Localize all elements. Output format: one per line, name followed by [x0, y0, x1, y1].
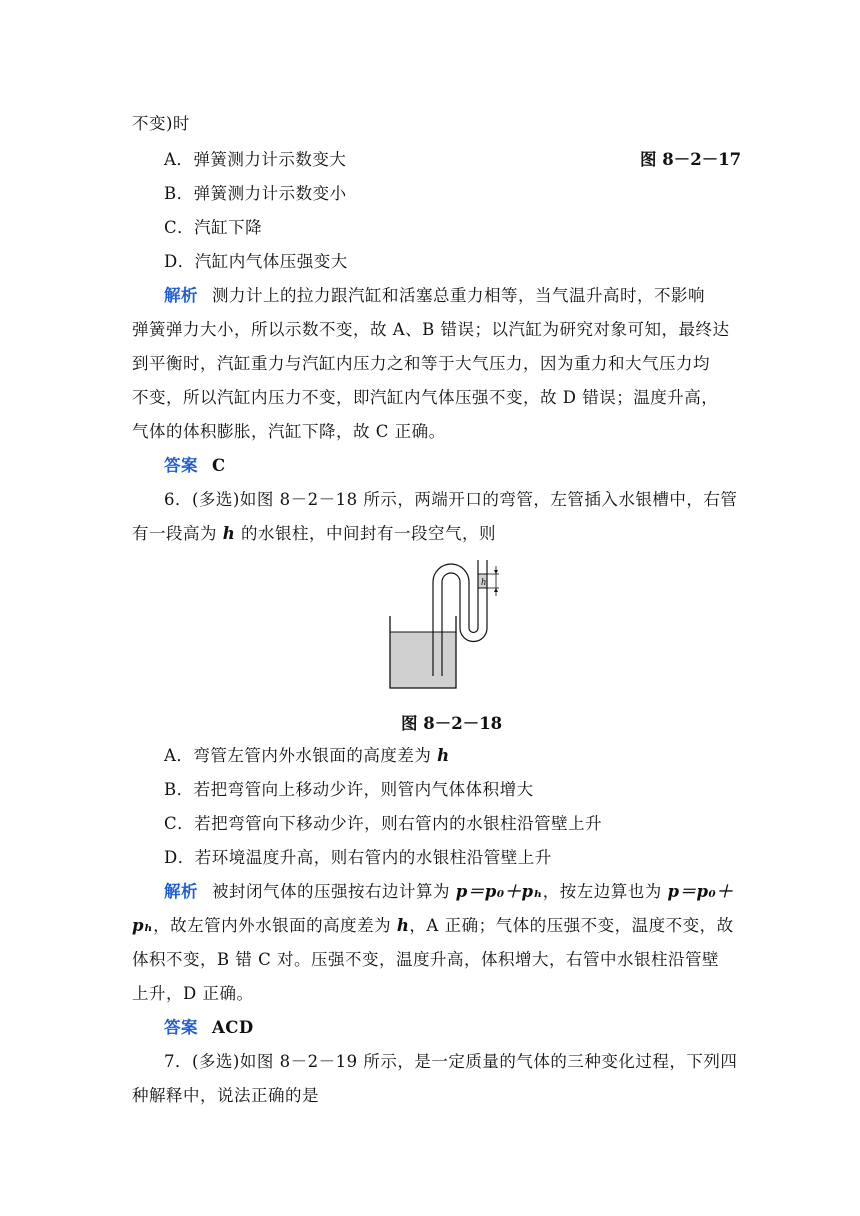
answer-value: ACD: [212, 1018, 254, 1037]
q6-option-d: D．若环境温度升高，则右管内的水银柱沿管壁上升: [164, 848, 552, 867]
q5-analysis-line-3: 到平衡时，汽缸重力与汽缸内压力之和等于大气压力，因为重力和大气压力均: [132, 354, 710, 373]
q6-option-c: C．若把弯管向下移动少许，则右管内的水银柱沿管壁上升: [164, 814, 603, 833]
dim-arrow-down: [494, 570, 498, 574]
left-tube-mercury: [433, 640, 442, 676]
q6-option-a: [164, 742, 450, 766]
q5-answer: [164, 452, 226, 476]
figure-drawing: [386, 556, 506, 692]
q6-analysis-line-3: 体积不变，B 错 C 对。压强不变，温度升高，体积增大，右管中水银柱沿管壁: [132, 950, 719, 969]
analysis-text: 被封闭气体的压强按右边计算为: [212, 882, 456, 901]
analysis-label: 解析: [164, 882, 198, 901]
pressure-equation: p＝p₀＋: [667, 882, 734, 901]
stem-variable-h: h: [222, 524, 236, 543]
q6-answer: [164, 1014, 254, 1038]
analysis-text: ，按左边算也为: [542, 882, 668, 901]
q7-stem-line-1: 7．(多选)如图 8－2－19 所示，是一定质量的气体的三种变化过程，下列四: [164, 1052, 738, 1071]
q6-stem-line-2: [132, 520, 496, 544]
q5-option-d: D．汽缸内气体压强变大: [164, 252, 348, 271]
analysis-label: 解析: [164, 286, 198, 305]
figure-h-label: h: [481, 577, 486, 588]
q6-analysis-line-2: [132, 912, 734, 936]
q7-stem-line-2: 种解释中，说法正确的是: [132, 1086, 319, 1105]
q6-analysis-line-1: [164, 878, 733, 902]
analysis-text: ，A 正确；气体的压强不变，温度不变，故: [409, 916, 734, 935]
q5-option-c: C．汽缸下降: [164, 218, 263, 237]
stem-text: 的水银柱，中间封有一段空气，则: [235, 524, 496, 543]
pressure-term: pₕ: [132, 916, 154, 935]
bent-tube-mercury-figure: [386, 556, 506, 692]
analysis-variable-h: h: [396, 916, 410, 935]
pressure-equation: p＝p₀＋pₕ: [455, 882, 543, 901]
q6-stem-line-1: 6．(多选)如图 8－2－18 所示，两端开口的弯管，左管插入水银槽中，右管: [164, 490, 738, 509]
q6-option-b: B．若把弯管向上移动少许，则管内气体体积增大: [164, 780, 534, 799]
option-text: A．弯管左管内外水银面的高度差为: [164, 746, 438, 765]
analysis-text: ，故左管内外水银面的高度差为: [153, 916, 397, 935]
q5-option-b: B．弹簧测力计示数变小: [164, 184, 347, 203]
dim-arrow-up: [494, 588, 498, 592]
answer-value: C: [212, 456, 226, 475]
q5-option-a: A．弹簧测力计示数变大: [164, 150, 347, 169]
q5-analysis-line-2: 弹簧弹力大小，所以示数不变，故 A、B 错误；以汽缸为研究对象可知，最终达: [132, 320, 730, 339]
mercury-trough-fill: [390, 632, 456, 688]
answer-label: 答案: [164, 456, 198, 475]
option-variable-h: h: [437, 746, 450, 765]
stem-text: 有一段高为: [132, 524, 223, 543]
q6-figure-label: 图 8－2－18: [401, 714, 503, 733]
q5-stem-tail: 不变)时: [132, 114, 190, 133]
q5-figure-label: 图 8－2－17: [640, 150, 742, 169]
analysis-text: 测力计上的拉力跟汽缸和活塞总重力相等，当气温升高时，不影响: [212, 286, 705, 305]
q5-analysis-line-4: 不变，所以汽缸内压力不变，即汽缸内气体压强不变，故 D 错误；温度升高，: [132, 388, 719, 407]
q6-analysis-line-4: 上升，D 正确。: [132, 984, 254, 1003]
bottom-bend-inner: [469, 628, 478, 633]
q5-analysis-line-5: 气体的体积膨胀，汽缸下降，故 C 正确。: [132, 422, 446, 441]
bottom-bend-outer: [460, 628, 487, 642]
q5-analysis-line-1: [164, 282, 705, 306]
answer-label: 答案: [164, 1018, 198, 1037]
top-bend-inner: [442, 573, 460, 582]
